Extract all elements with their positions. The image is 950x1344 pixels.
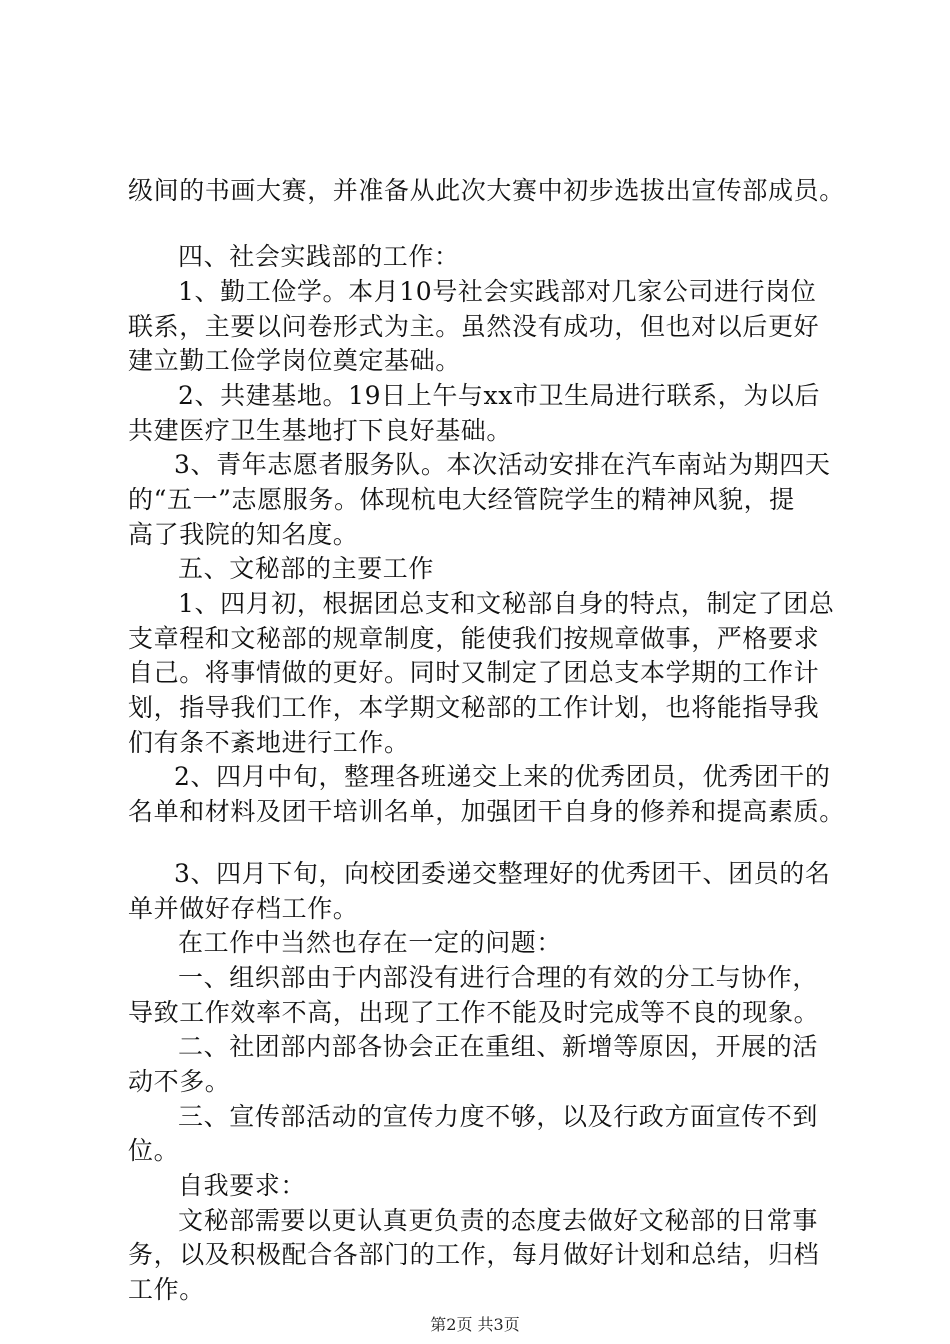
text-line: 1、四月初，根据团总支和文秘部自身的特点，制定了团总 bbox=[178, 589, 835, 618]
text-line: 2、四月中旬，整理各班递交上来的优秀团员，优秀团干的 bbox=[174, 762, 831, 791]
text-line: 一、组织部由于内部没有进行合理的有效的分工与协作， bbox=[178, 963, 819, 992]
text-line: 们有条不紊地进行工作。 bbox=[128, 728, 410, 757]
section-heading: 四、社会实践部的工作： bbox=[178, 242, 460, 271]
text-line: 单并做好存档工作。 bbox=[128, 894, 359, 923]
text-line: 二、社团部内部各协会正在重组、新增等原因，开展的活 bbox=[178, 1032, 819, 1061]
text-line: 3、四月下旬，向校团委递交整理好的优秀团干、团员的名 bbox=[174, 859, 831, 888]
text-line: 支章程和文秘部的规章制度，能使我们按规章做事，严格要求 bbox=[128, 624, 820, 653]
text-line: 高了我院的知名度。 bbox=[128, 520, 359, 549]
section-heading: 五、文秘部的主要工作 bbox=[178, 554, 435, 583]
text-line: 三、宣传部活动的宣传力度不够，以及行政方面宣传不到 bbox=[178, 1102, 819, 1131]
text-line: 的“五一”志愿服务。体现杭电大经管院学生的精神风貌，提 bbox=[128, 485, 795, 514]
text-line: 3、青年志愿者服务队。本次活动安排在汽车南站为期四天 bbox=[174, 450, 831, 479]
text-line: 工作。 bbox=[128, 1275, 205, 1304]
text-line: 自己。将事情做的更好。同时又制定了团总支本学期的工作计 bbox=[128, 658, 820, 687]
text-line: 导致工作效率不高，出现了工作不能及时完成等不良的现象。 bbox=[128, 998, 820, 1027]
text-line: 级间的书画大赛，并准备从此次大赛中初步选拔出宣传部成员。 bbox=[128, 176, 845, 205]
text-line: 务，以及积极配合各部门的工作，每月做好计划和总结，归档 bbox=[128, 1240, 820, 1269]
text-line: 共建医疗卫生基地打下良好基础。 bbox=[128, 416, 513, 445]
text-line: 在工作中当然也存在一定的问题： bbox=[178, 928, 563, 957]
text-line: 名单和材料及团干培训名单，加强团干自身的修养和提高素质。 bbox=[128, 797, 845, 826]
text-line: 划，指导我们工作，本学期文秘部的工作计划，也将能指导我 bbox=[128, 693, 820, 722]
page-number-footer: 第2页 共3页 bbox=[430, 1315, 520, 1334]
text-line: 1、勤工俭学。本月10号社会实践部对几家公司进行岗位 bbox=[178, 277, 817, 306]
text-line: 建立勤工俭学岗位奠定基础。 bbox=[128, 346, 461, 375]
text-line: 位。 bbox=[128, 1136, 180, 1165]
section-heading: 自我要求： bbox=[178, 1171, 307, 1200]
text-line: 文秘部需要以更认真更负责的态度去做好文秘部的日常事 bbox=[178, 1206, 819, 1235]
text-line: 动不多。 bbox=[128, 1067, 231, 1096]
text-line: 2、共建基地。19日上午与xx市卫生局进行联系，为以后 bbox=[178, 381, 821, 410]
text-line: 联系，主要以问卷形式为主。虽然没有成功，但也对以后更好 bbox=[128, 312, 820, 341]
